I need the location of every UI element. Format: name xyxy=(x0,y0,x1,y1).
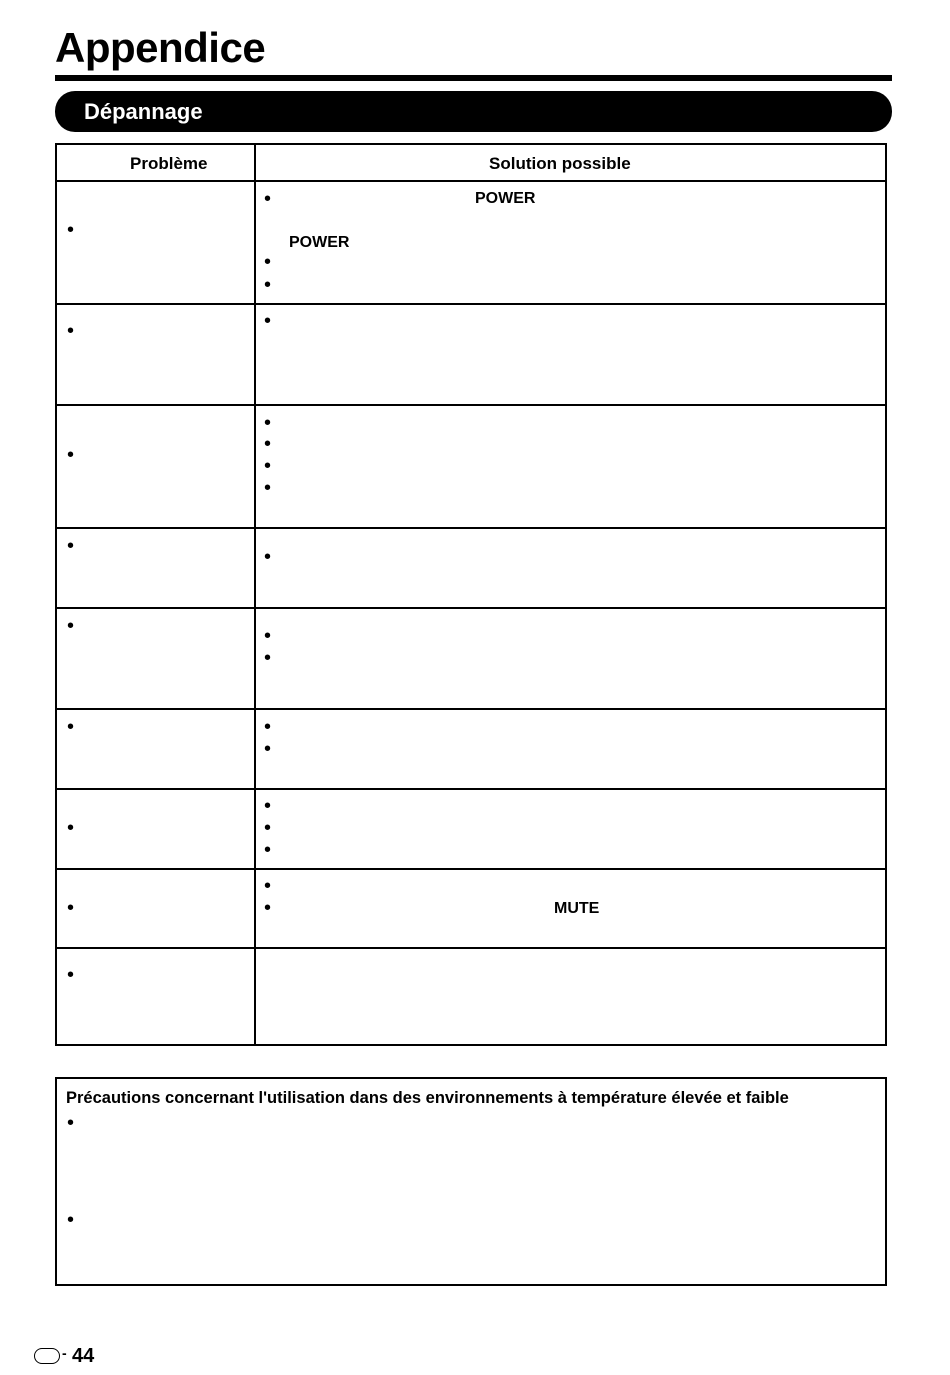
solution-bullet: • xyxy=(264,433,272,455)
column-header-solution: Solution possible xyxy=(489,154,631,173)
solution-bullet: • xyxy=(264,251,272,273)
language-oval-icon xyxy=(34,1348,60,1364)
row-divider xyxy=(57,527,885,529)
column-divider xyxy=(254,145,256,1044)
row-divider xyxy=(57,404,885,406)
problem-bullet: • xyxy=(67,964,75,986)
note-title: Précautions concernant l'utilisation dans des environnements à température élevée et faible xyxy=(66,1089,789,1107)
troubleshooting-table xyxy=(55,143,887,1046)
section-title: Dépannage xyxy=(84,99,203,124)
solution-bullet: • xyxy=(264,716,272,738)
solution-bullet: • xyxy=(264,897,272,919)
row-divider xyxy=(57,868,885,870)
solution-bullet: • xyxy=(264,875,272,897)
page-number-dash: - xyxy=(62,1345,67,1361)
mute-keyword: MUTE xyxy=(554,900,600,917)
solution-bullet: • xyxy=(264,310,272,332)
problem-bullet: • xyxy=(67,219,75,241)
problem-bullet: • xyxy=(67,320,75,342)
solution-bullet: • xyxy=(264,817,272,839)
note-bullet: • xyxy=(67,1112,75,1134)
row-divider xyxy=(57,708,885,710)
problem-bullet: • xyxy=(67,444,75,466)
solution-bullet: • xyxy=(264,795,272,817)
column-header-problem: Problème xyxy=(130,154,208,173)
problem-bullet: • xyxy=(67,897,75,919)
solution-bullet: • xyxy=(264,274,272,296)
row-divider xyxy=(57,180,885,182)
page-number-value: 44 xyxy=(72,1345,95,1367)
solution-bullet: • xyxy=(264,839,272,861)
temperature-precautions-box xyxy=(55,1077,887,1286)
row-divider xyxy=(57,788,885,790)
row-divider xyxy=(57,303,885,305)
solution-bullet: • xyxy=(264,455,272,477)
solution-bullet: • xyxy=(264,625,272,647)
problem-bullet: • xyxy=(67,535,75,557)
note-bullet: • xyxy=(67,1209,75,1231)
solution-bullet: • xyxy=(264,477,272,499)
problem-bullet: • xyxy=(67,615,75,637)
solution-bullet: • xyxy=(264,546,272,568)
power-keyword: POWER xyxy=(289,234,350,251)
solution-bullet: • xyxy=(264,188,272,210)
row-divider xyxy=(57,607,885,609)
problem-bullet: • xyxy=(67,817,75,839)
solution-bullet: • xyxy=(264,647,272,669)
solution-bullet: • xyxy=(264,412,272,434)
title-rule xyxy=(55,75,892,81)
solution-bullet: • xyxy=(264,738,272,760)
power-keyword: POWER xyxy=(475,190,536,207)
section-header-bar xyxy=(55,91,892,132)
problem-bullet: • xyxy=(67,716,75,738)
page-title: Appendice xyxy=(55,24,266,71)
row-divider xyxy=(57,947,885,949)
